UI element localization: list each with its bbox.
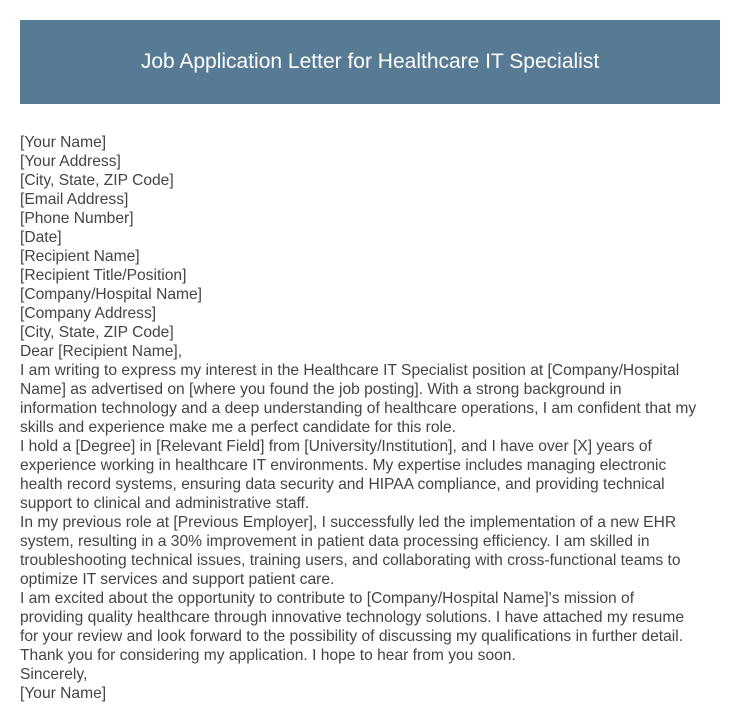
recipient-address: [Company Address] bbox=[20, 305, 157, 322]
signature: [Your Name] bbox=[20, 685, 107, 702]
paragraph-intro bbox=[20, 361, 725, 437]
paragraph-line: I am writing to express my interest in the Healthcare IT Specialist position at [Company/Hospital bbox=[20, 362, 680, 379]
sender-name: [Your Name] bbox=[20, 134, 107, 151]
sender-address: [Your Address] bbox=[20, 153, 121, 170]
closing: Sincerely, bbox=[20, 666, 88, 683]
page-header-banner bbox=[20, 20, 720, 104]
paragraph-line: skills and experience make me a perfect candidate for this role. bbox=[20, 419, 456, 436]
recipient-name: [Recipient Name] bbox=[20, 248, 140, 265]
paragraph-line: I hold a [Degree] in [Relevant Field] from [University/Institution], and I have over [X] years of bbox=[20, 438, 652, 455]
paragraph-line: health record systems, ensuring data security and HIPAA compliance, and providing technical bbox=[20, 476, 665, 493]
letter-body bbox=[20, 133, 725, 703]
paragraph-line: experience working in healthcare IT environments. My expertise includes managing electronic bbox=[20, 457, 667, 474]
sender-city-state-zip: [City, State, ZIP Code] bbox=[20, 172, 174, 189]
sender-phone: [Phone Number] bbox=[20, 210, 134, 227]
recipient-title: [Recipient Title/Position] bbox=[20, 267, 187, 284]
sender-block bbox=[20, 133, 725, 247]
paragraph-line: system, resulting in a 30% improvement in patient data processing efficiency. I am skilled in bbox=[20, 533, 650, 550]
paragraph-line: Thank you for considering my application. I hope to hear from you soon. bbox=[20, 647, 516, 664]
recipient-city-state-zip: [City, State, ZIP Code] bbox=[20, 324, 174, 341]
recipient-company: [Company/Hospital Name] bbox=[20, 286, 203, 303]
sender-email: [Email Address] bbox=[20, 191, 129, 208]
recipient-block bbox=[20, 247, 725, 342]
paragraph-line: for your review and look forward to the possibility of discussing my qualifications in further detail. bbox=[20, 628, 684, 645]
page-title: Job Application Letter for Healthcare IT Specialist bbox=[140, 50, 600, 73]
paragraph-line: I am excited about the opportunity to contribute to [Company/Hospital Name]'s mission of bbox=[20, 590, 635, 607]
salutation: Dear [Recipient Name], bbox=[20, 343, 183, 360]
paragraph-experience bbox=[20, 513, 725, 589]
paragraph-line: Name] as advertised on [where you found the job posting]. With a strong background in bbox=[20, 381, 622, 398]
paragraph-line: information technology and a deep understanding of healthcare operations, I am confident that my bbox=[20, 400, 697, 417]
paragraph-qualifications bbox=[20, 437, 725, 513]
paragraph-closing bbox=[20, 589, 725, 665]
paragraph-line: optimize IT services and support patient care. bbox=[20, 571, 335, 588]
paragraph-line: support to clinical and administrative staff. bbox=[20, 495, 310, 512]
paragraph-line: In my previous role at [Previous Employer], I successfully led the implementation of a new EHR bbox=[20, 514, 677, 531]
paragraph-line: providing quality healthcare through innovative technology solutions. I have attached my resume bbox=[20, 609, 684, 626]
paragraph-line: troubleshooting technical issues, training users, and collaborating with cross-functional teams to bbox=[20, 552, 681, 569]
letter-date: [Date] bbox=[20, 229, 62, 246]
